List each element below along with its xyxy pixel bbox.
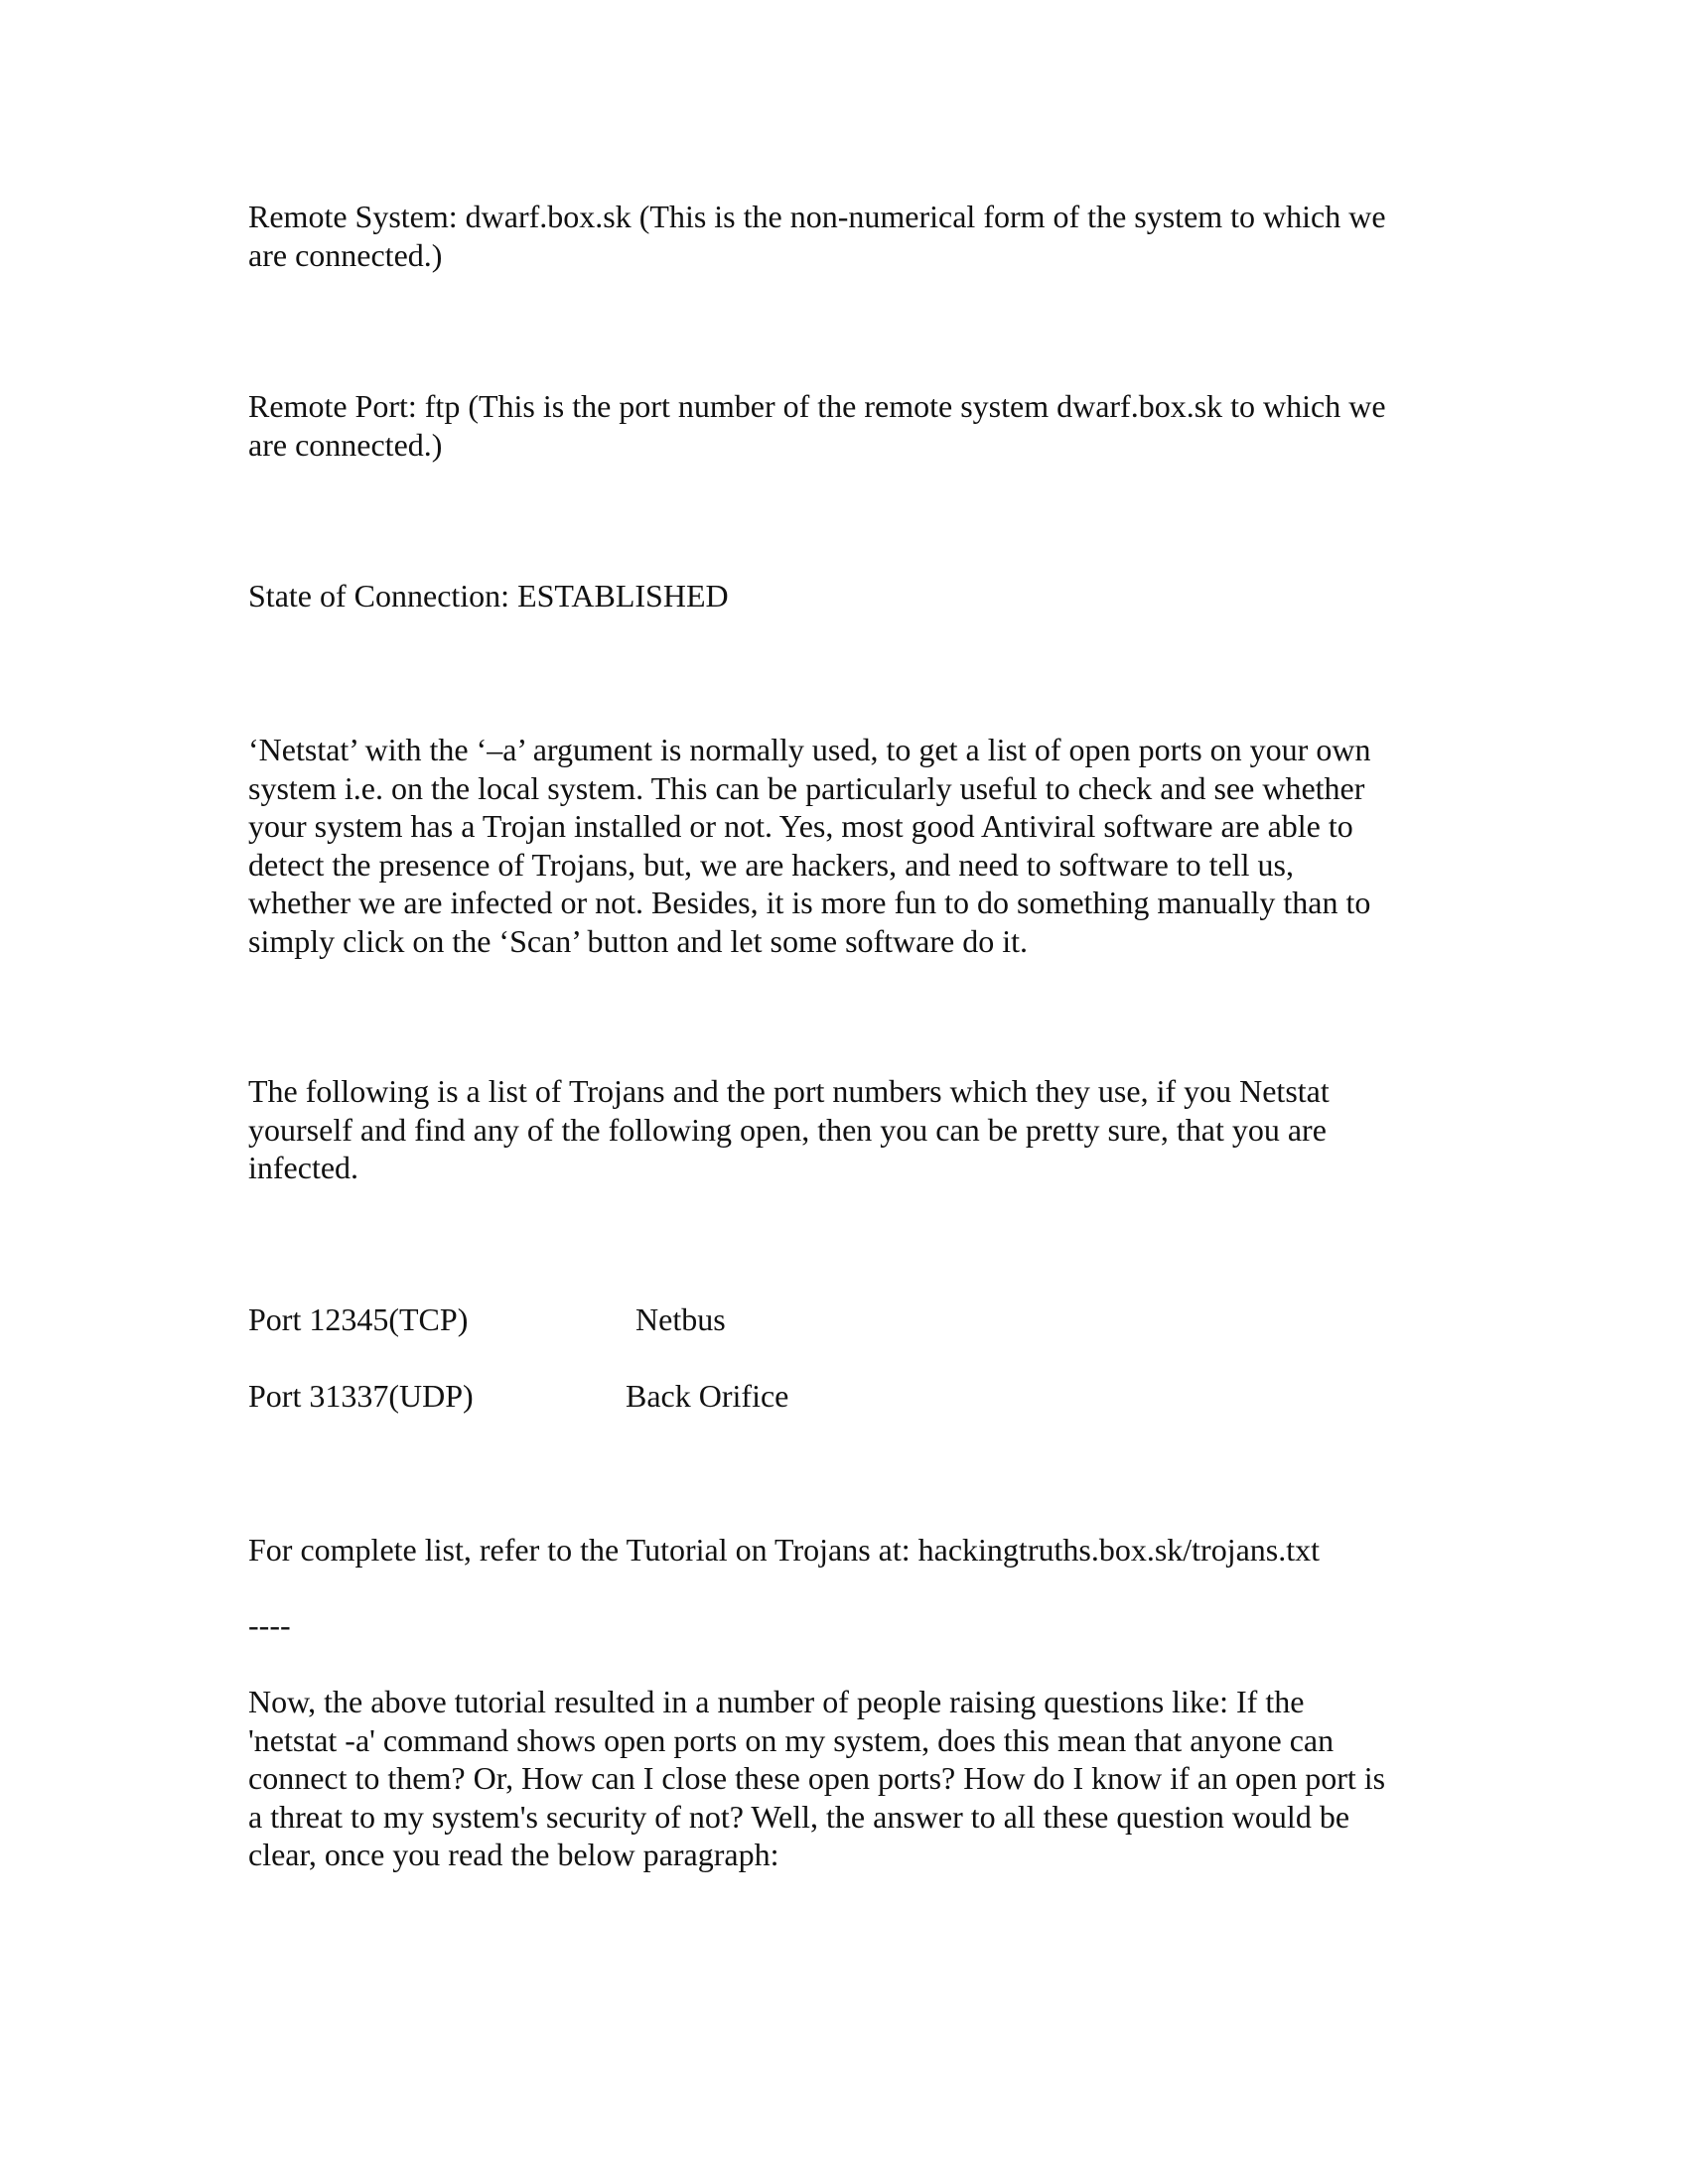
text-line: connect to them? Or, How can I close these open ports? How do I know if an open port is [248, 1760, 1386, 1796]
text-line: ‘Netstat’ with the ‘–a’ argument is normally used, to get a list of open ports on your own [248, 732, 1371, 767]
trojan-port: Port 31337(UDP) [248, 1378, 474, 1414]
text-line: system i.e. on the local system. This can be particularly useful to check and see whether [248, 769, 1365, 806]
trojan-name: Back Orifice [626, 1378, 789, 1414]
text-line: yourself and find any of the following open, then you can be pretty sure, that you are [248, 1111, 1327, 1148]
separator-text: ---- [248, 1607, 291, 1643]
text-line: detect the presence of Trojans, but, we are hackers, and need to software to tell us, [248, 846, 1294, 883]
text-line: Now, the above tutorial resulted in a number of people raising questions like: If the [248, 1684, 1305, 1719]
remote-port-paragraph [248, 387, 1460, 464]
text-line: your system has a Trojan installed or not. Yes, most good Antiviral software are able to [248, 808, 1353, 844]
trojans-intro-paragraph [248, 1072, 1460, 1187]
trojan-port: Port 12345(TCP) [248, 1301, 469, 1337]
text-line: 'netstat -a' command shows open ports on my system, does this mean that anyone can [248, 1721, 1335, 1758]
followup-paragraph [248, 1683, 1460, 1874]
netstat-paragraph [248, 731, 1460, 960]
text-line: are connected.) [248, 426, 443, 463]
text-line: clear, once you read the below paragraph: [248, 1837, 779, 1872]
text-line: The following is a list of Trojans and the port numbers which they use, if you Netstat [248, 1073, 1330, 1109]
text-line: State of Connection: ESTABLISHED [248, 578, 729, 614]
connection-state [248, 577, 1460, 615]
complete-list-reference [248, 1531, 1460, 1570]
remote-system-paragraph [248, 198, 1460, 274]
text-line: a threat to my system's security of not? Well, the answer to all these question would be [248, 1798, 1350, 1835]
text-line: For complete list, refer to the Tutorial on Trojans at: hackingtruths.box.sk/trojans.txt [248, 1532, 1321, 1568]
section-separator [248, 1606, 1460, 1645]
text-line: Remote System: dwarf.box.sk (This is the non-numerical form of the system to which we [248, 199, 1386, 234]
text-line: Remote Port: ftp (This is the port number of the remote system dwarf.box.sk to which we [248, 388, 1386, 424]
text-line: are connected.) [248, 236, 443, 273]
text-line: whether we are infected or not. Besides, it is more fun to do something manually than to [248, 885, 1371, 920]
text-line: infected. [248, 1150, 359, 1185]
text-line: simply click on the ‘Scan’ button and let some software do it. [248, 922, 1029, 959]
trojan-name: Netbus [635, 1301, 726, 1337]
